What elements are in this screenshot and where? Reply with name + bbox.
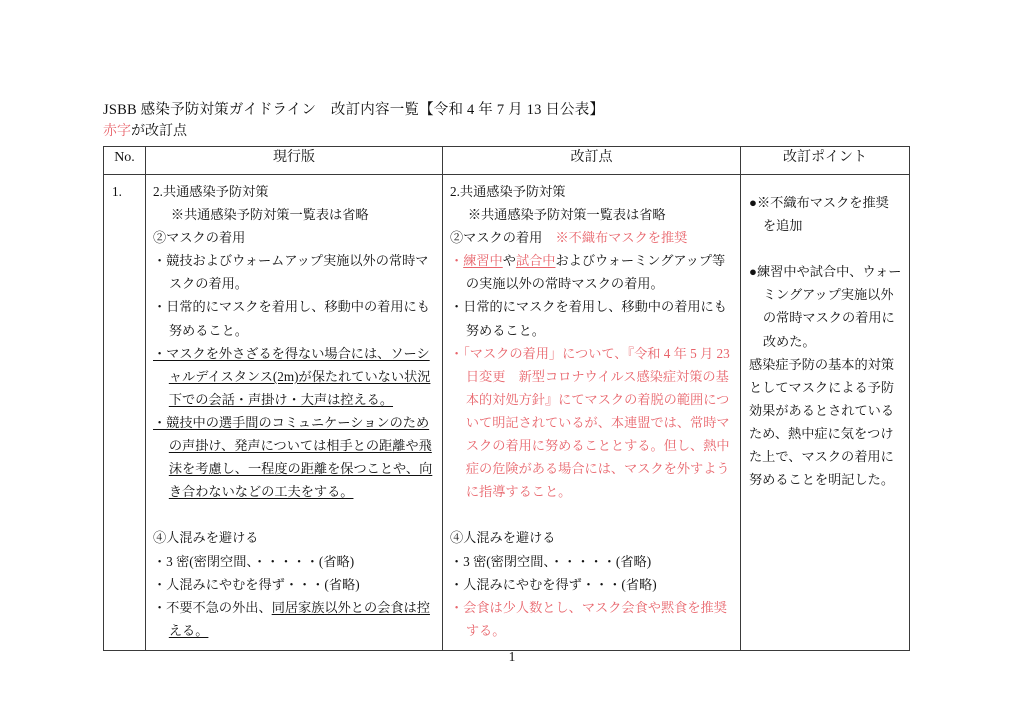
revision-content bbox=[443, 175, 740, 650]
document-title: JSBB 感染予防対策ガイドライン 改訂内容一覧【令和 4 年 7 月 13 日公表】 bbox=[103, 102, 605, 118]
revision-line-5: ・日常的にマスクを着用し、移動中の着用にも努めること。 bbox=[450, 299, 727, 338]
current-line-8: ④人混みを避ける bbox=[153, 530, 259, 546]
revision-line-4-red-term-1: 練習中 bbox=[463, 253, 503, 269]
revision-line-3 bbox=[450, 226, 734, 249]
point-line-2: ●練習中や試合中、ウォーミングアップ実施以外の常時マスクの着用に改めた。 bbox=[749, 264, 902, 349]
header-revision-point: 改訂ポイント bbox=[741, 147, 910, 175]
revision-line-3-black: ②マスクの着用 bbox=[450, 230, 543, 246]
legend-red-label: 赤字 bbox=[103, 124, 131, 139]
legend-line bbox=[103, 122, 909, 141]
revision-table bbox=[103, 146, 910, 651]
current-line-5: ・日常的にマスクを着用し、移動中の着用にも努めること。 bbox=[153, 299, 430, 338]
revision-line-10: ・会食は少人数とし、マスク会食や黙食を推奨する。 bbox=[450, 599, 727, 638]
cell-revision bbox=[443, 175, 741, 651]
table-header-row bbox=[104, 147, 910, 175]
revision-line-4-red-term-2: 試合中 bbox=[515, 253, 556, 269]
table-row bbox=[104, 175, 910, 651]
current-version-content bbox=[146, 175, 442, 650]
point-spacer bbox=[749, 237, 902, 260]
revision-line-7: ④人混みを避ける bbox=[450, 530, 556, 546]
revision-line-3-red: ※不織布マスクを推奨 bbox=[555, 230, 688, 246]
current-line-2: ※共通感染予防対策一覧表は省略 bbox=[170, 207, 369, 223]
point-top-spacer bbox=[749, 180, 902, 191]
current-line-7: ・競技中の選手間のコミュニケーションのための声掛け、発声については相手との距離や飛沫を考慮し、一程度の距離を保つことや、向き合わないなどの工夫をする。 bbox=[153, 414, 433, 500]
legend-rest-label: が改訂点 bbox=[131, 124, 187, 139]
cell-row-number bbox=[104, 175, 146, 651]
point-line-1: ●※不織布マスクを推奨を追加 bbox=[749, 195, 889, 234]
current-spacer bbox=[153, 503, 436, 526]
revision-line-9: ・人混みにやむを得ず・・・(省略) bbox=[450, 576, 657, 592]
revision-line-4-black-b: およびウォーミングアップ等の実施以外の常時マスクの着用。 bbox=[465, 253, 726, 292]
current-line-11-plain: ・不要不急の外出、 bbox=[153, 599, 272, 615]
revision-line-4-bullet: ・ bbox=[450, 253, 464, 269]
revision-line-4-black-a: や bbox=[502, 253, 516, 269]
current-line-11-underlined: 同居家族以外との会食は控える。 bbox=[168, 599, 430, 638]
revision-line-2: ※共通感染予防対策一覧表は省略 bbox=[467, 207, 666, 223]
current-line-4: ・競技およびウォームアップ実施以外の常時マスクの着用。 bbox=[153, 253, 429, 292]
revision-line-6: ・「マスクの着用」について、『令和 4 年 5 月 23 日変更 新型コロナウイルス感染症対策の基本的対処方針』にてマスクの着脱の範囲について明記されているが、本連盟では、常時マスクの着用に努めることとする。但し、熱中症の危険がある場合には、マスクを外すように指導すること。 bbox=[450, 345, 730, 500]
revision-line-4 bbox=[450, 249, 734, 295]
current-line-3: ②マスクの着用 bbox=[153, 230, 246, 246]
revision-line-8: ・3 密(密閉空間、・・・・・(省略) bbox=[450, 553, 652, 569]
revision-line-1: 2.共通感染予防対策 bbox=[450, 184, 566, 199]
header-no: No. bbox=[104, 147, 146, 175]
current-line-1: 2.共通感染予防対策 bbox=[153, 184, 269, 199]
current-line-6: ・マスクを外さざるを得ない場合には、ソーシャルデイスタンス(2m)が保たれていない状況下での会話・声掛け・大声は控える。 bbox=[153, 345, 431, 407]
point-line-3: 感染症予防の基本的対策としてマスクによる予防効果があるとされているため、熱中症に気をつけた上で、マスクの着用に努めることを明記した。 bbox=[749, 356, 895, 488]
revision-spacer bbox=[450, 503, 734, 526]
current-line-9: ・3 密(密閉空間、・・・・・(省略) bbox=[153, 553, 355, 569]
row-number-value: 1. bbox=[112, 184, 122, 199]
page-number: 1 bbox=[508, 649, 516, 664]
document-body bbox=[103, 100, 909, 651]
revision-point-content bbox=[741, 175, 909, 499]
cell-current-version bbox=[146, 175, 443, 651]
current-line-10: ・人混みにやむを得ず・・・(省略) bbox=[153, 576, 360, 592]
cell-revision-point bbox=[741, 175, 910, 651]
header-revision: 改訂点 bbox=[443, 147, 741, 175]
current-line-11 bbox=[153, 596, 436, 642]
header-current-version: 現行版 bbox=[146, 147, 443, 175]
